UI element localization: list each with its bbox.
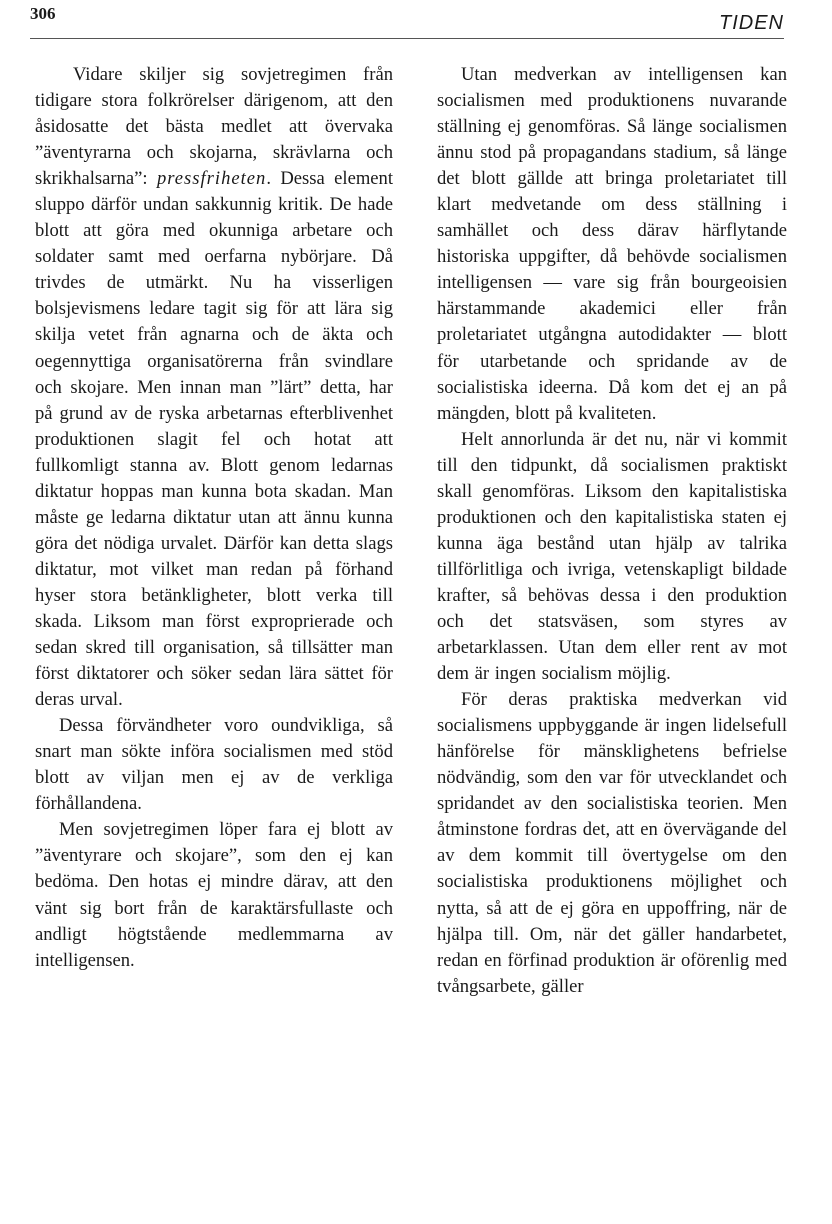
header-rule — [30, 38, 784, 39]
paragraph — [35, 62, 393, 713]
paragraph: Utan medverkan av intelligensen kan socialismen med produktionens nuvarande ställning ej genomföras. Så länge socialismen ännu stod på propagandans stadium, så länge det blott gällde att bringa proletariatet till klart medvetande om dess ställning i samhället och dess därav härflytande historiska uppgifter, då behövde socialismen intelligensen — vare sig från bourgeoisien härstammande akademici eller från proletariatet utgångna autodidakter — blott för utarbetande och spridande av de socialistiska ideerna. Då kom det ej an på mängden, blott på kvaliteten. — [437, 64, 787, 424]
paragraph: Men sovjetregimen löper fara ej blott av ”äventyrare och skojare”, som den ej kan bedöma. Den hotas ej mindre därav, att den vänt sig bort från de karaktärsfullaste och andligt högtstående medlemmarna av intelligensen. — [35, 819, 393, 971]
emphasized-term: pressfriheten — [156, 168, 267, 190]
page-header — [0, 0, 832, 44]
right-column — [437, 62, 787, 1000]
page-number: 306 — [30, 4, 56, 23]
paragraph-text: . Dessa element sluppo därför undan sakkunnig kritik. De hade blott att göra med okunniga arbetare och soldater samt med oerfarna nybörjare. Då trivdes de utmärkt. Nu ha visserligen bolsjevismens ledare tagit sig för att lära sig skilja vetet från agnarna och de äkta och oegennyttiga organisatörerna från svindlare och skojare. Men innan man ”lärt” detta, har på grund av de ryska arbetarnas efterblivenhet produktionen slagit fel och hotat att fullkomligt stanna av. Blott genom ledarnas diktatur hoppas man kunna bota skadan. Man måste ge ledarna diktatur utan att ännu kunna göra det nödiga urvalet. Därför kan detta slags diktatur, mot vilket man redan på förhand hyser stora betänkligheter, blott verka till skada. Liksom man först exproprierade och sedan skred till organisation, så tillsätter man först diktatorer och söker sedan lära sättet för deras urval. — [35, 168, 394, 711]
paragraph: Helt annorlunda är det nu, när vi kommit till den tidpunkt, då socialismen praktiskt skall genomföras. Liksom den kapitalistiska produktionen och den kapitalistiska staten ej kunna äga bestånd utan hjälp av talrika tillförlitliga och ivriga, vetenskapligt bildade krafter, så behövas dessa i den produktion och det statsväsen, som styres av arbetarklassen. Utan dem eller rent av mot dem är ingen socialism möjlig. — [437, 428, 787, 685]
left-column — [35, 62, 393, 974]
paragraph: Dessa förvändheter voro oundvikliga, så snart man sökte införa socialismen med stöd blott av viljan men ej av de verkliga förhållandena. — [35, 715, 393, 815]
paragraph-text: Vidare skiljer sig sovjetregimen från tidigare stora folkrörelser därigenom, att den åsidosatte det bästa medlet att övervaka ”äventyrarna och skojarna, skrävlarna och skrikhalsarna”: — [35, 64, 393, 190]
journal-title: TIDEN — [719, 12, 784, 34]
paragraph: För deras praktiska medverkan vid socialismens uppbyggande är ingen lidelsefull hänförelse för mänsklighetens befrielse nödvändig, som den var för utvecklandet och spridandet av den socialistiska teorien. Men åtminstone fordras det, att en övervägande del av dem kommit till övertygelse om den socialistiska produktionens möjlighet och nytta, så att de ej göra en uppoffring, när de hjälpa till. Om, när det gäller handarbetet, redan en förfinad produktion är oförenlig med tvångsarbete, gäller — [437, 689, 787, 997]
